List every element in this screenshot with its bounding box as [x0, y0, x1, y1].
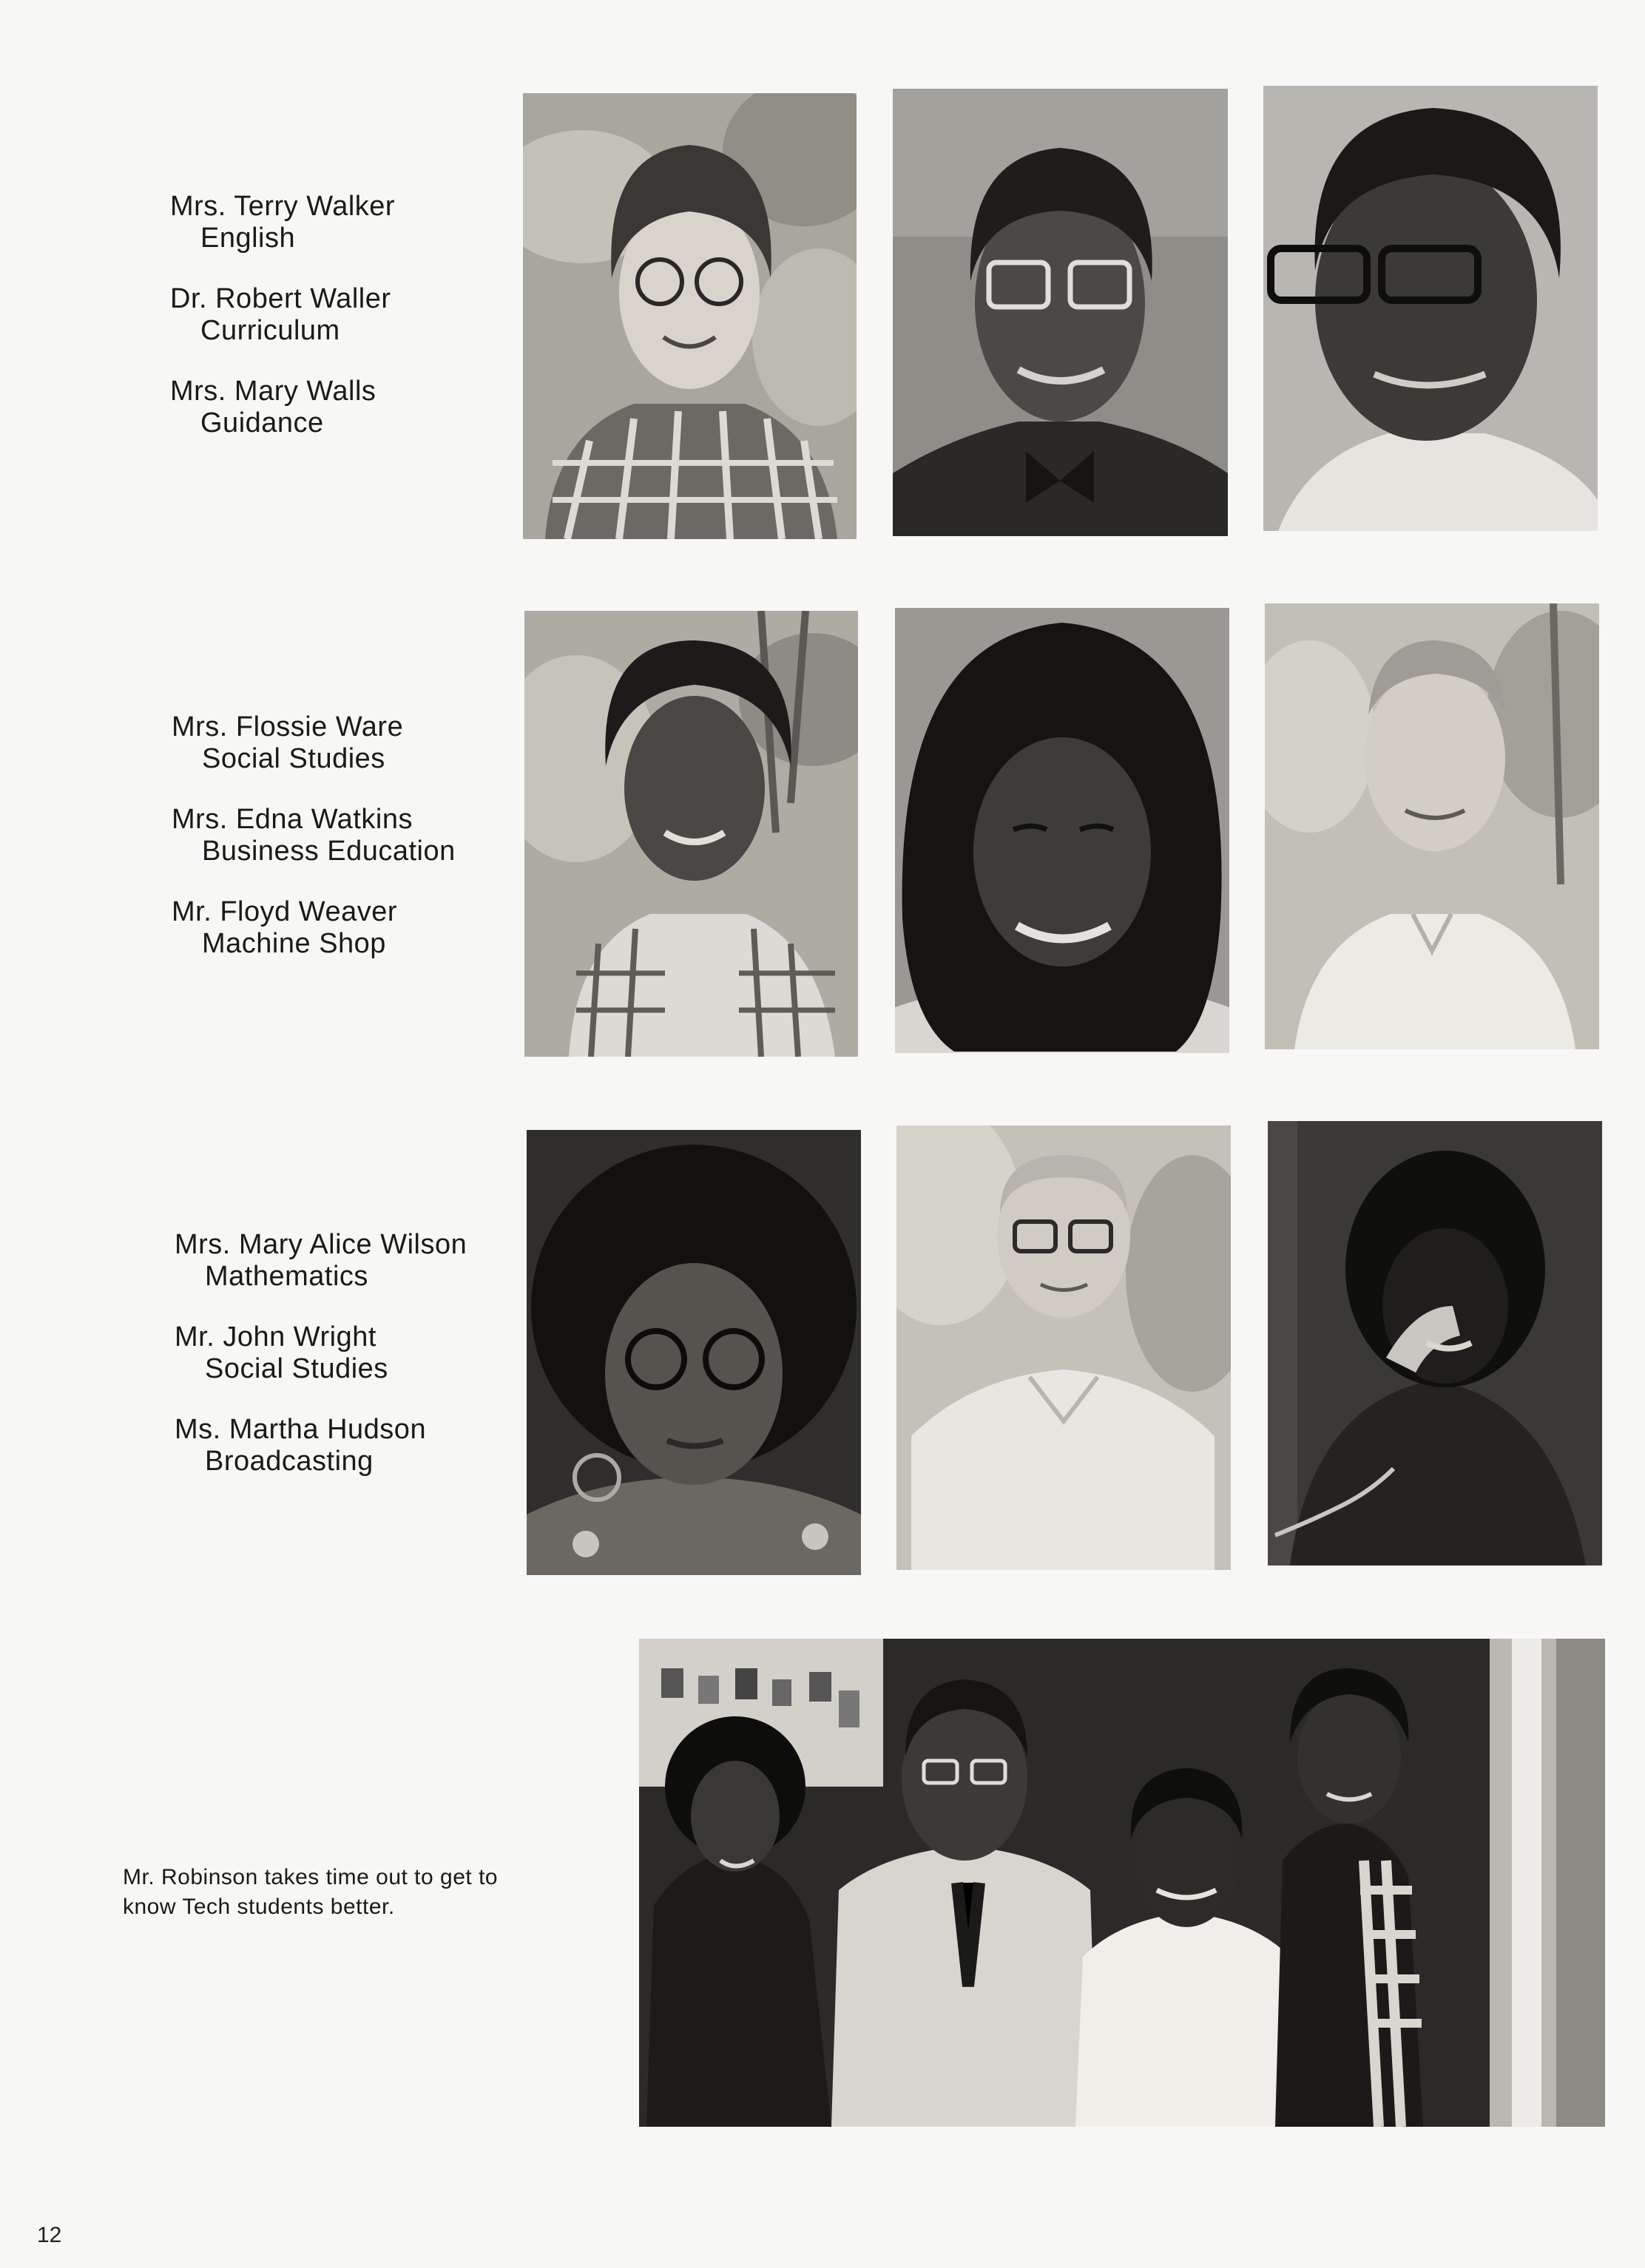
- portrait-photo: [896, 1125, 1231, 1570]
- group-photo: [639, 1639, 1605, 2127]
- caption-line: know Tech students better.: [123, 1895, 395, 1919]
- staff-entry: [172, 804, 456, 867]
- staff-name: Mrs. Mary Walls: [170, 376, 376, 407]
- portrait-photo: [1265, 603, 1599, 1049]
- staff-entry: [175, 1321, 467, 1385]
- staff-names-row-3: [175, 1229, 467, 1506]
- staff-department: Broadcasting: [205, 1446, 374, 1477]
- staff-name: Dr. Robert Waller: [170, 283, 391, 314]
- staff-entry: [172, 896, 456, 960]
- staff-name: Mrs. Mary Alice Wilson: [175, 1229, 467, 1260]
- portrait-photo: [523, 93, 857, 539]
- staff-department: Social Studies: [205, 1353, 388, 1384]
- staff-department: English: [200, 223, 296, 254]
- staff-name: Mr. John Wright: [175, 1321, 376, 1353]
- staff-entry: [170, 376, 395, 439]
- staff-entry: [170, 191, 395, 254]
- portrait-photo: [893, 89, 1228, 536]
- portrait-photo: [1268, 1121, 1602, 1565]
- portrait-photo: [895, 608, 1229, 1053]
- staff-names-row-1: [170, 191, 395, 468]
- staff-entry: [175, 1414, 467, 1477]
- staff-department: Mathematics: [205, 1261, 368, 1292]
- staff-entry: [172, 711, 456, 775]
- page-number: 12: [37, 2223, 62, 2247]
- group-photo-caption: [123, 1863, 596, 1922]
- staff-department: Social Studies: [202, 743, 385, 774]
- staff-name: Mrs. Terry Walker: [170, 191, 396, 222]
- staff-name: Mrs. Flossie Ware: [172, 711, 404, 742]
- caption-line: Mr. Robinson takes time out to get to: [123, 1865, 499, 1889]
- staff-department: Machine Shop: [202, 928, 386, 959]
- staff-entry: [170, 283, 395, 347]
- staff-names-row-2: [172, 711, 456, 989]
- staff-name: Ms. Martha Hudson: [175, 1414, 427, 1445]
- staff-entry: [175, 1229, 467, 1293]
- staff-name: Mr. Floyd Weaver: [172, 896, 398, 927]
- portrait-photo: [1263, 86, 1598, 531]
- staff-department: Guidance: [200, 407, 324, 439]
- portrait-photo: [527, 1130, 861, 1575]
- staff-department: Curriculum: [200, 315, 340, 346]
- staff-name: Mrs. Edna Watkins: [172, 804, 413, 835]
- staff-department: Business Education: [202, 836, 456, 867]
- portrait-photo: [524, 611, 858, 1057]
